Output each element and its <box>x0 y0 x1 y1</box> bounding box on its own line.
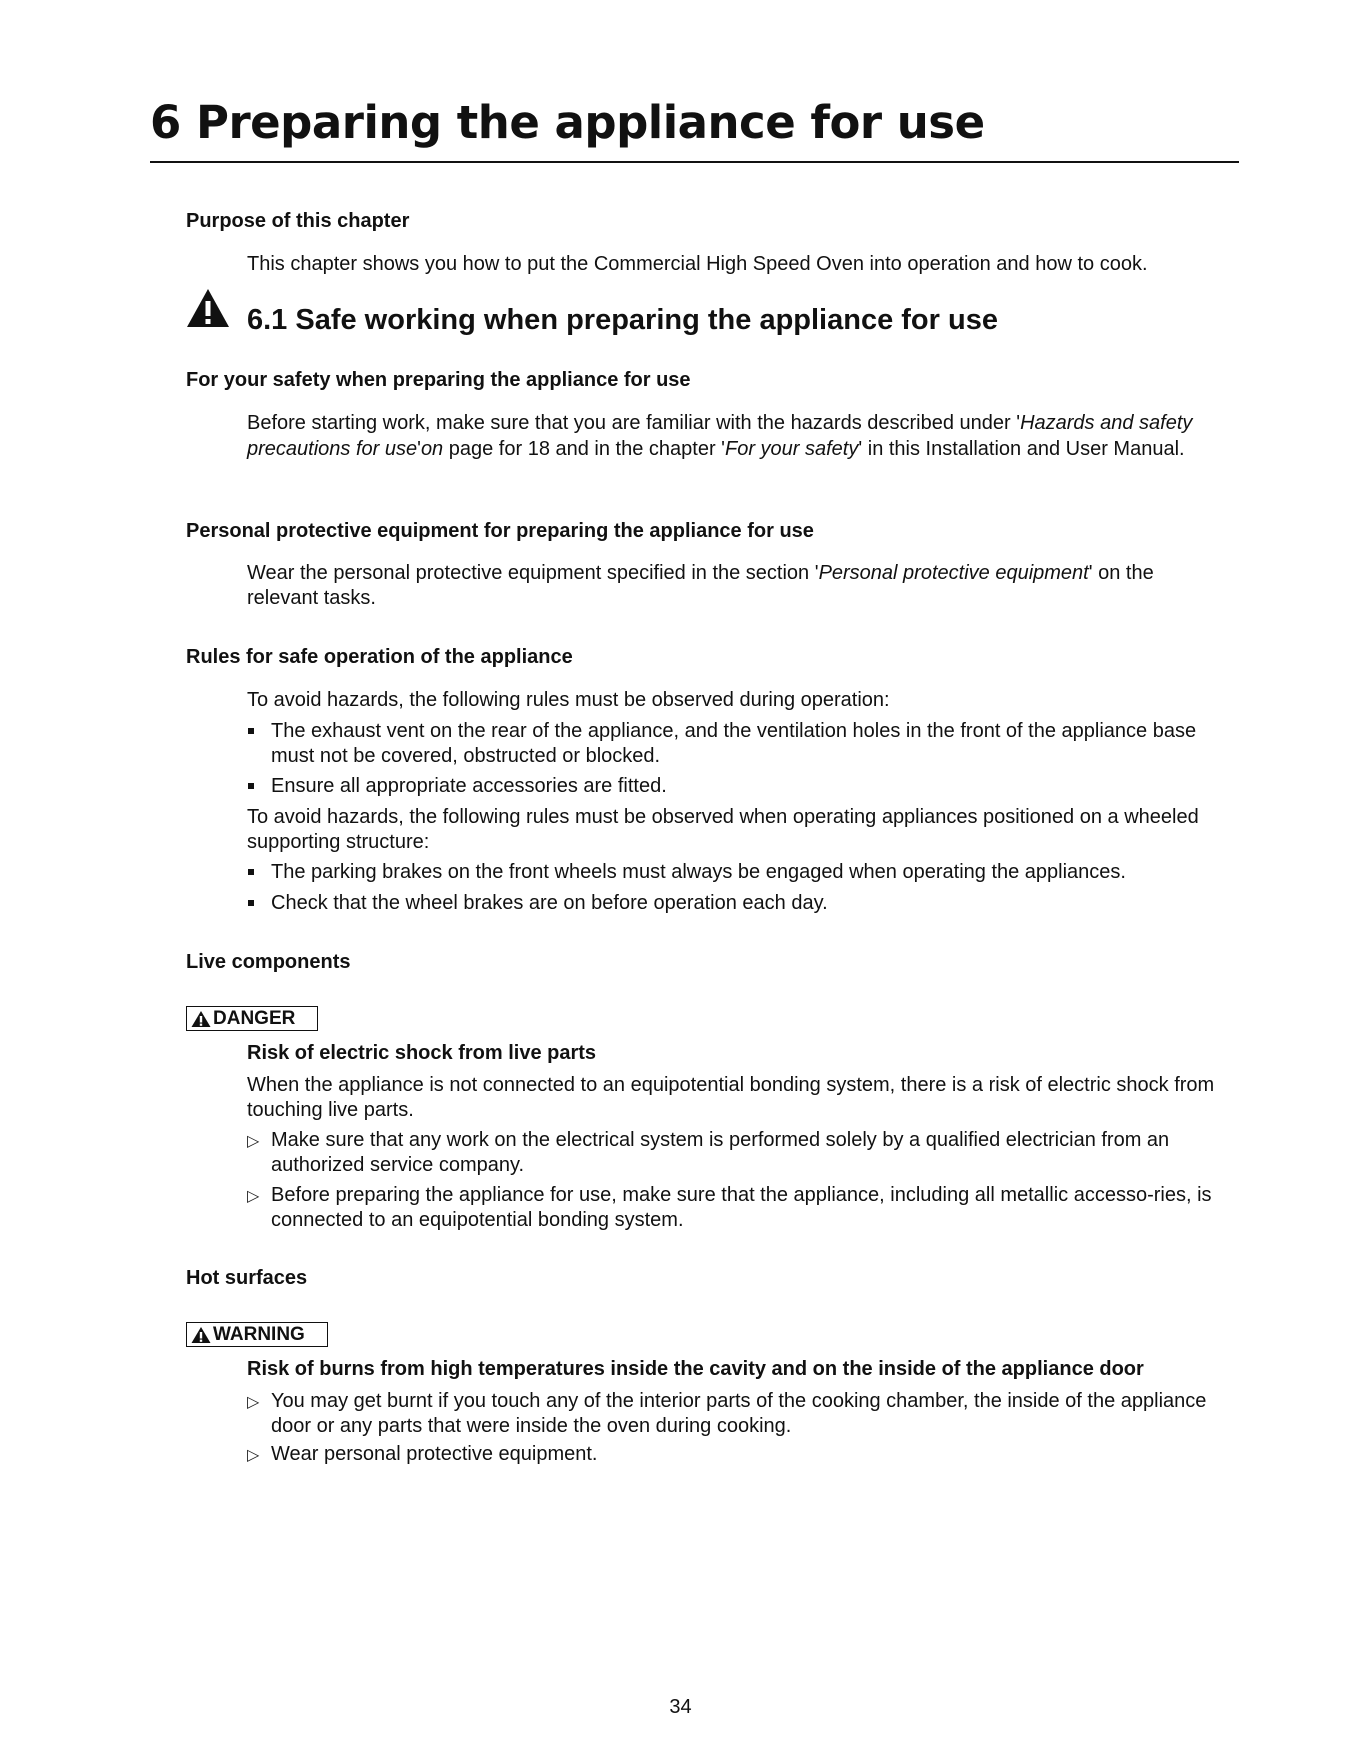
hot-heading: Hot surfaces <box>186 1267 308 1289</box>
action-arrow-icon: ▷ <box>247 1394 260 1411</box>
warning-badge <box>186 1322 328 1347</box>
warning-badge-label: WARNING <box>213 1324 305 1345</box>
bullet-square-icon <box>248 728 254 734</box>
list-item: The parking brakes on the front wheels must always be engaged when operating the appliances. <box>247 860 1227 885</box>
safety-text-3: page for 18 and in the chapter ' <box>443 438 725 460</box>
rules-heading: Rules for safe operation of the appliance <box>186 646 573 668</box>
bullet-square-icon <box>248 869 254 875</box>
warning-triangle-icon <box>191 1326 211 1344</box>
danger-badge-label: DANGER <box>213 1008 296 1029</box>
safety-text-1: Before starting work, make sure that you are familiar with the hazards described under ' <box>247 412 1021 434</box>
warning-triangle-icon <box>191 1010 211 1028</box>
bullet-square-icon <box>248 900 254 906</box>
ppe-heading: Personal protective equipment for preparing the appliance for use <box>186 520 814 542</box>
purpose-text: This chapter shows you how to put the Commercial High Speed Oven into operation and how to cook. <box>247 253 1148 275</box>
safety-on-label: on <box>420 438 444 460</box>
action-arrow-icon: ▷ <box>247 1447 260 1464</box>
purpose-heading: Purpose of this chapter <box>186 210 410 232</box>
list-item: The exhaust vent on the rear of the appliance, and the ventilation holes in the front of the appliance base must not be covered, obstructed or blocked. <box>247 719 1227 769</box>
page-number: 34 <box>669 1696 692 1718</box>
live-heading: Live components <box>186 951 351 973</box>
ppe-ref-link[interactable]: Personal protective equipment <box>818 562 1089 584</box>
safety-text <box>247 410 1227 462</box>
safety-ref-for-your-safety-link[interactable]: For your safety <box>724 438 859 460</box>
live-text: When the appliance is not connected to an equipotential bonding system, there is a risk of electric shock from touching live parts. <box>247 1074 1215 1121</box>
list-item: ▷ You may get burnt if you touch any of the interior parts of the cooking chamber, the inside of the appliance door or any parts that were inside the oven during cooking. <box>247 1390 1207 1437</box>
live-risk-title: Risk of electric shock from live parts <box>247 1042 597 1064</box>
list-item: Ensure all appropriate accessories are fitted. <box>247 774 1227 799</box>
ppe-text <box>247 561 1227 611</box>
list-item: ▷ Wear personal protective equipment. <box>247 1443 598 1465</box>
list-item: ▷ Before preparing the appliance for use, make sure that the appliance, including all metallic accesso-ries, is connected to an equipotential bonding system. <box>247 1184 1212 1231</box>
ppe-text-2: ' on the relevant tasks. <box>247 562 1154 609</box>
list-item: Check that the wheel brakes are on before operation each day. <box>247 891 1227 916</box>
safety-heading: For your safety when preparing the appliance for use <box>186 369 691 391</box>
ppe-text-1: Wear the personal protective equipment specified in the section ' <box>247 562 819 584</box>
action-arrow-icon: ▷ <box>247 1188 260 1205</box>
safety-text-2: ' <box>417 438 421 460</box>
chapter-title: 6 Preparing the appliance for use <box>150 96 985 149</box>
safety-text-4: ' in this Installation and User Manual. <box>858 438 1185 460</box>
rules-intro-2: To avoid hazards, the following rules must be observed when operating appliances positioned on a wheeled supporting structure: <box>247 806 1199 853</box>
bullet-square-icon <box>248 783 254 789</box>
rules-intro-1: To avoid hazards, the following rules must be observed during operation: <box>247 689 890 711</box>
action-arrow-icon: ▷ <box>247 1133 260 1150</box>
danger-badge <box>186 1006 318 1031</box>
warning-triangle-icon <box>186 288 230 328</box>
safety-ref-hazards-link[interactable]: Hazards and safety precautions for use <box>247 412 1193 460</box>
hot-risk-title: Risk of burns from high temperatures inside the cavity and on the inside of the appliance door <box>247 1358 1144 1380</box>
section-title: 6.1 Safe working when preparing the appliance for use <box>247 304 998 336</box>
list-item: ▷ Make sure that any work on the electrical system is performed solely by a qualified electrician from an authorized service company. <box>247 1129 1170 1176</box>
chapter-divider <box>150 161 1239 163</box>
